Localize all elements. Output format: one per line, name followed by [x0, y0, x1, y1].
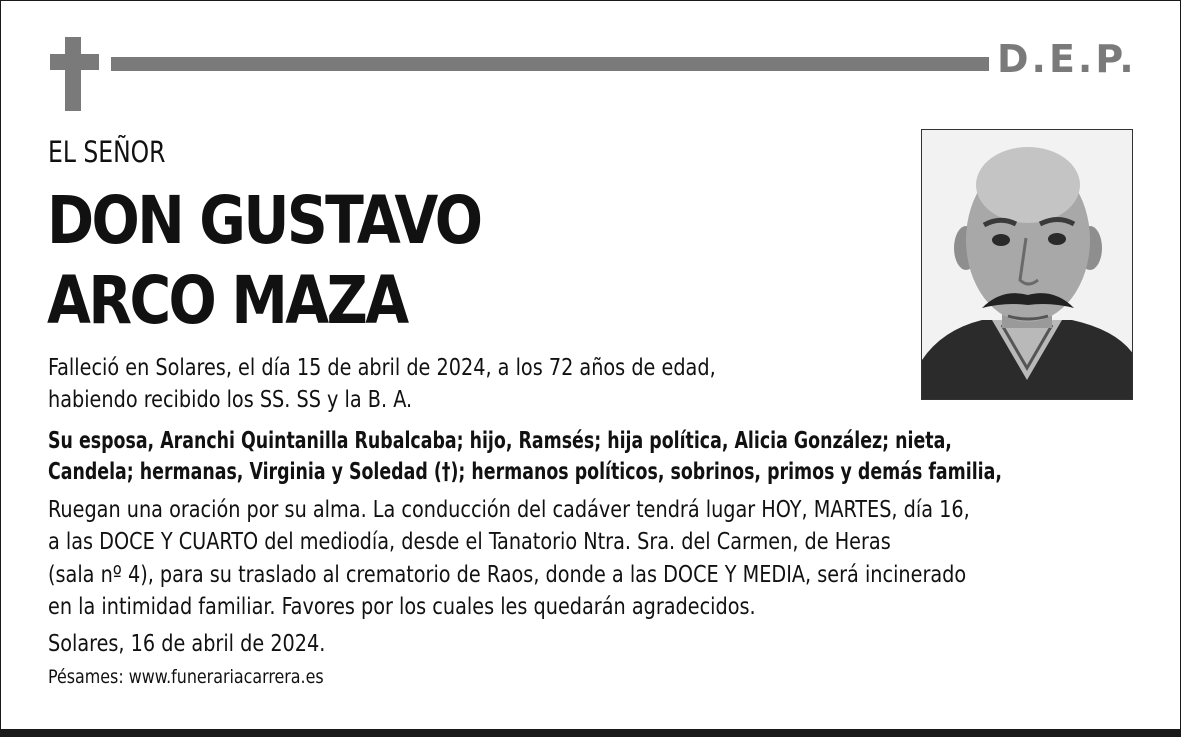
header-rule	[111, 57, 989, 71]
request-line: (sala nº 4), para su traslado al crematorio de Raos, donde a las DOCE Y MEDIA, será incinerado	[48, 562, 967, 588]
request-line: en la intimidad familiar. Favores por los cuales les quedarán agradecidos.	[48, 594, 756, 620]
deceased-name	[47, 181, 480, 341]
family-line: Candela; hermanas, Virginia y Soledad (†); hermanos políticos, sobrinos, primos y demás familia,	[48, 459, 1002, 485]
request-line: a las DOCE Y CUARTO del mediodía, desde el Tanatorio Ntra. Sra. del Carmen, de Heras	[48, 529, 891, 555]
dep-abbreviation: D.E.P.	[997, 37, 1137, 81]
condolences-link[interactable]: Pésames: www.funerariacarrera.es	[48, 666, 324, 688]
place-date: Solares, 16 de abril de 2024.	[48, 631, 326, 657]
cross-icon	[65, 37, 81, 111]
family-line: Su esposa, Aranchi Quintanilla Rubalcaba; hijo, Ramsés; hija política, Alicia González; nieta,	[48, 428, 952, 454]
honorific: EL SEÑOR	[48, 135, 166, 169]
portrait-image	[922, 130, 1133, 400]
death-notice-line: Falleció en Solares, el día 15 de abril de 2024, a los 72 años de edad,	[48, 355, 716, 381]
cross-icon-bar	[50, 54, 99, 70]
name-line: ARCO MAZA	[47, 262, 407, 339]
death-notice-line: habiendo recibido los SS. SS y la B. A.	[48, 387, 413, 413]
portrait-photo	[921, 129, 1133, 400]
request-line: Ruegan una oración por su alma. La conducción del cadáver tendrá lugar HOY, MARTES, día 16,	[48, 497, 970, 523]
name-line: DON GUSTAVO	[47, 182, 481, 259]
